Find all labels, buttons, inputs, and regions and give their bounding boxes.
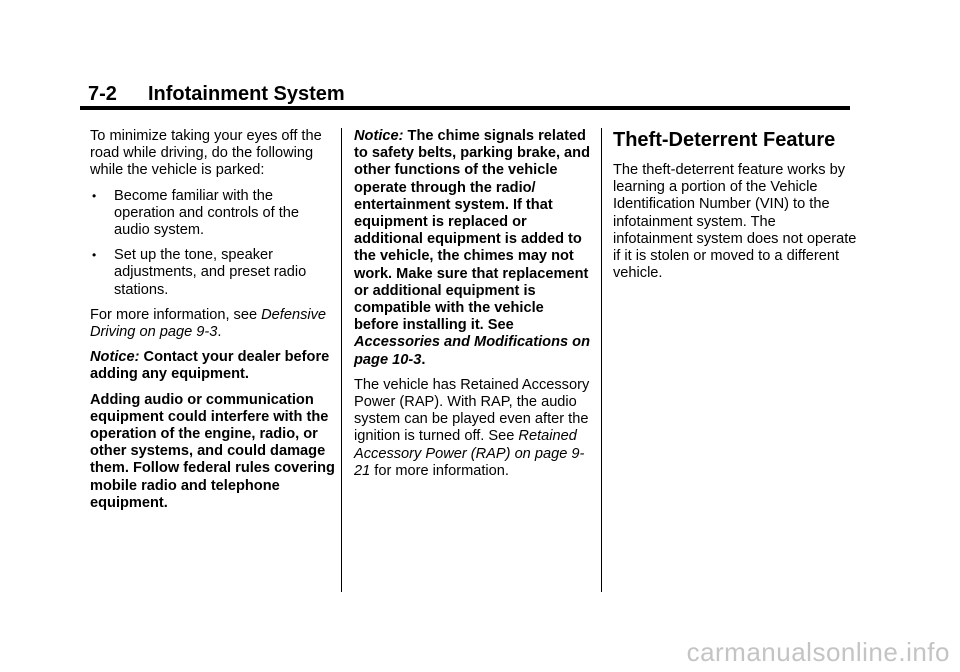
notice-label: Notice: bbox=[354, 128, 404, 144]
more-info-paragraph bbox=[90, 307, 335, 341]
rap-paragraph bbox=[354, 377, 592, 480]
bullet-icon: • bbox=[92, 248, 97, 263]
notice-text: Contact your dealer before adding any equipment. bbox=[90, 349, 330, 383]
column-right bbox=[613, 128, 858, 290]
list-item bbox=[90, 247, 335, 299]
notice-chime bbox=[354, 128, 592, 369]
more-info-suffix: . bbox=[217, 324, 222, 341]
notice-text: The chime signals related to safety belts, parking brake, and other functions of the vehicle operate through the radio/ entertainment system. If that equipment is replaced or additional equipment is added to the vehicle, the chimes may not work. Make sure that replacement or additional equipment is compatible with the vehicle before installing it. See bbox=[354, 128, 591, 334]
column-divider bbox=[341, 128, 342, 592]
notice-end: . bbox=[421, 351, 426, 368]
bullet-icon: • bbox=[92, 188, 97, 203]
watermark: carmanualsonline.info bbox=[686, 637, 950, 667]
column-middle bbox=[354, 128, 592, 488]
notice-dealer bbox=[90, 349, 335, 383]
rap-link[interactable]: Retained Accessory Power (RAP) on page 9-21 bbox=[354, 428, 585, 479]
rap-text: The vehicle has Retained Accessory Power (RAP). With RAP, the audio system can be played even after the ignition is turned off. See bbox=[354, 376, 590, 445]
notice-label: Notice: bbox=[90, 349, 140, 366]
tips-list bbox=[90, 188, 335, 299]
accessories-link[interactable]: Accessories and Modifications on page 10-3 bbox=[354, 334, 590, 368]
page-number: 7-2 bbox=[88, 83, 117, 105]
rap-suffix: for more information. bbox=[370, 462, 509, 479]
theft-deterrent-paragraph: The theft-deterrent feature works by learning a portion of the Vehicle Identification Number (VIN) to the infotainment system. The infotainment system does not operate if it is stolen or moved to a different vehicle. bbox=[613, 162, 857, 282]
chapter-title: Infotainment System bbox=[148, 83, 345, 105]
list-item-text: Set up the tone, speaker adjustments, and preset radio stations. bbox=[114, 247, 307, 298]
more-info-prefix: For more information, see bbox=[90, 306, 262, 323]
page-header bbox=[80, 80, 850, 110]
list-item bbox=[90, 188, 335, 240]
defensive-driving-link[interactable]: Defensive Driving on page 9-3 bbox=[90, 306, 327, 341]
equipment-warning-paragraph: Adding audio or communication equipment could interfere with the operation of the engine, radio, or other systems, and could damage them. Follow federal rules covering mobile radio and telephone equipment. bbox=[90, 391, 335, 511]
column-divider bbox=[601, 128, 602, 592]
section-title: Theft-Deterrent Feature bbox=[613, 129, 836, 151]
column-left bbox=[90, 128, 335, 520]
list-item-text: Become familiar with the operation and controls of the audio system. bbox=[114, 187, 299, 239]
intro-paragraph: To minimize taking your eyes off the road while driving, do the following while the vehicle is parked: bbox=[90, 128, 322, 179]
